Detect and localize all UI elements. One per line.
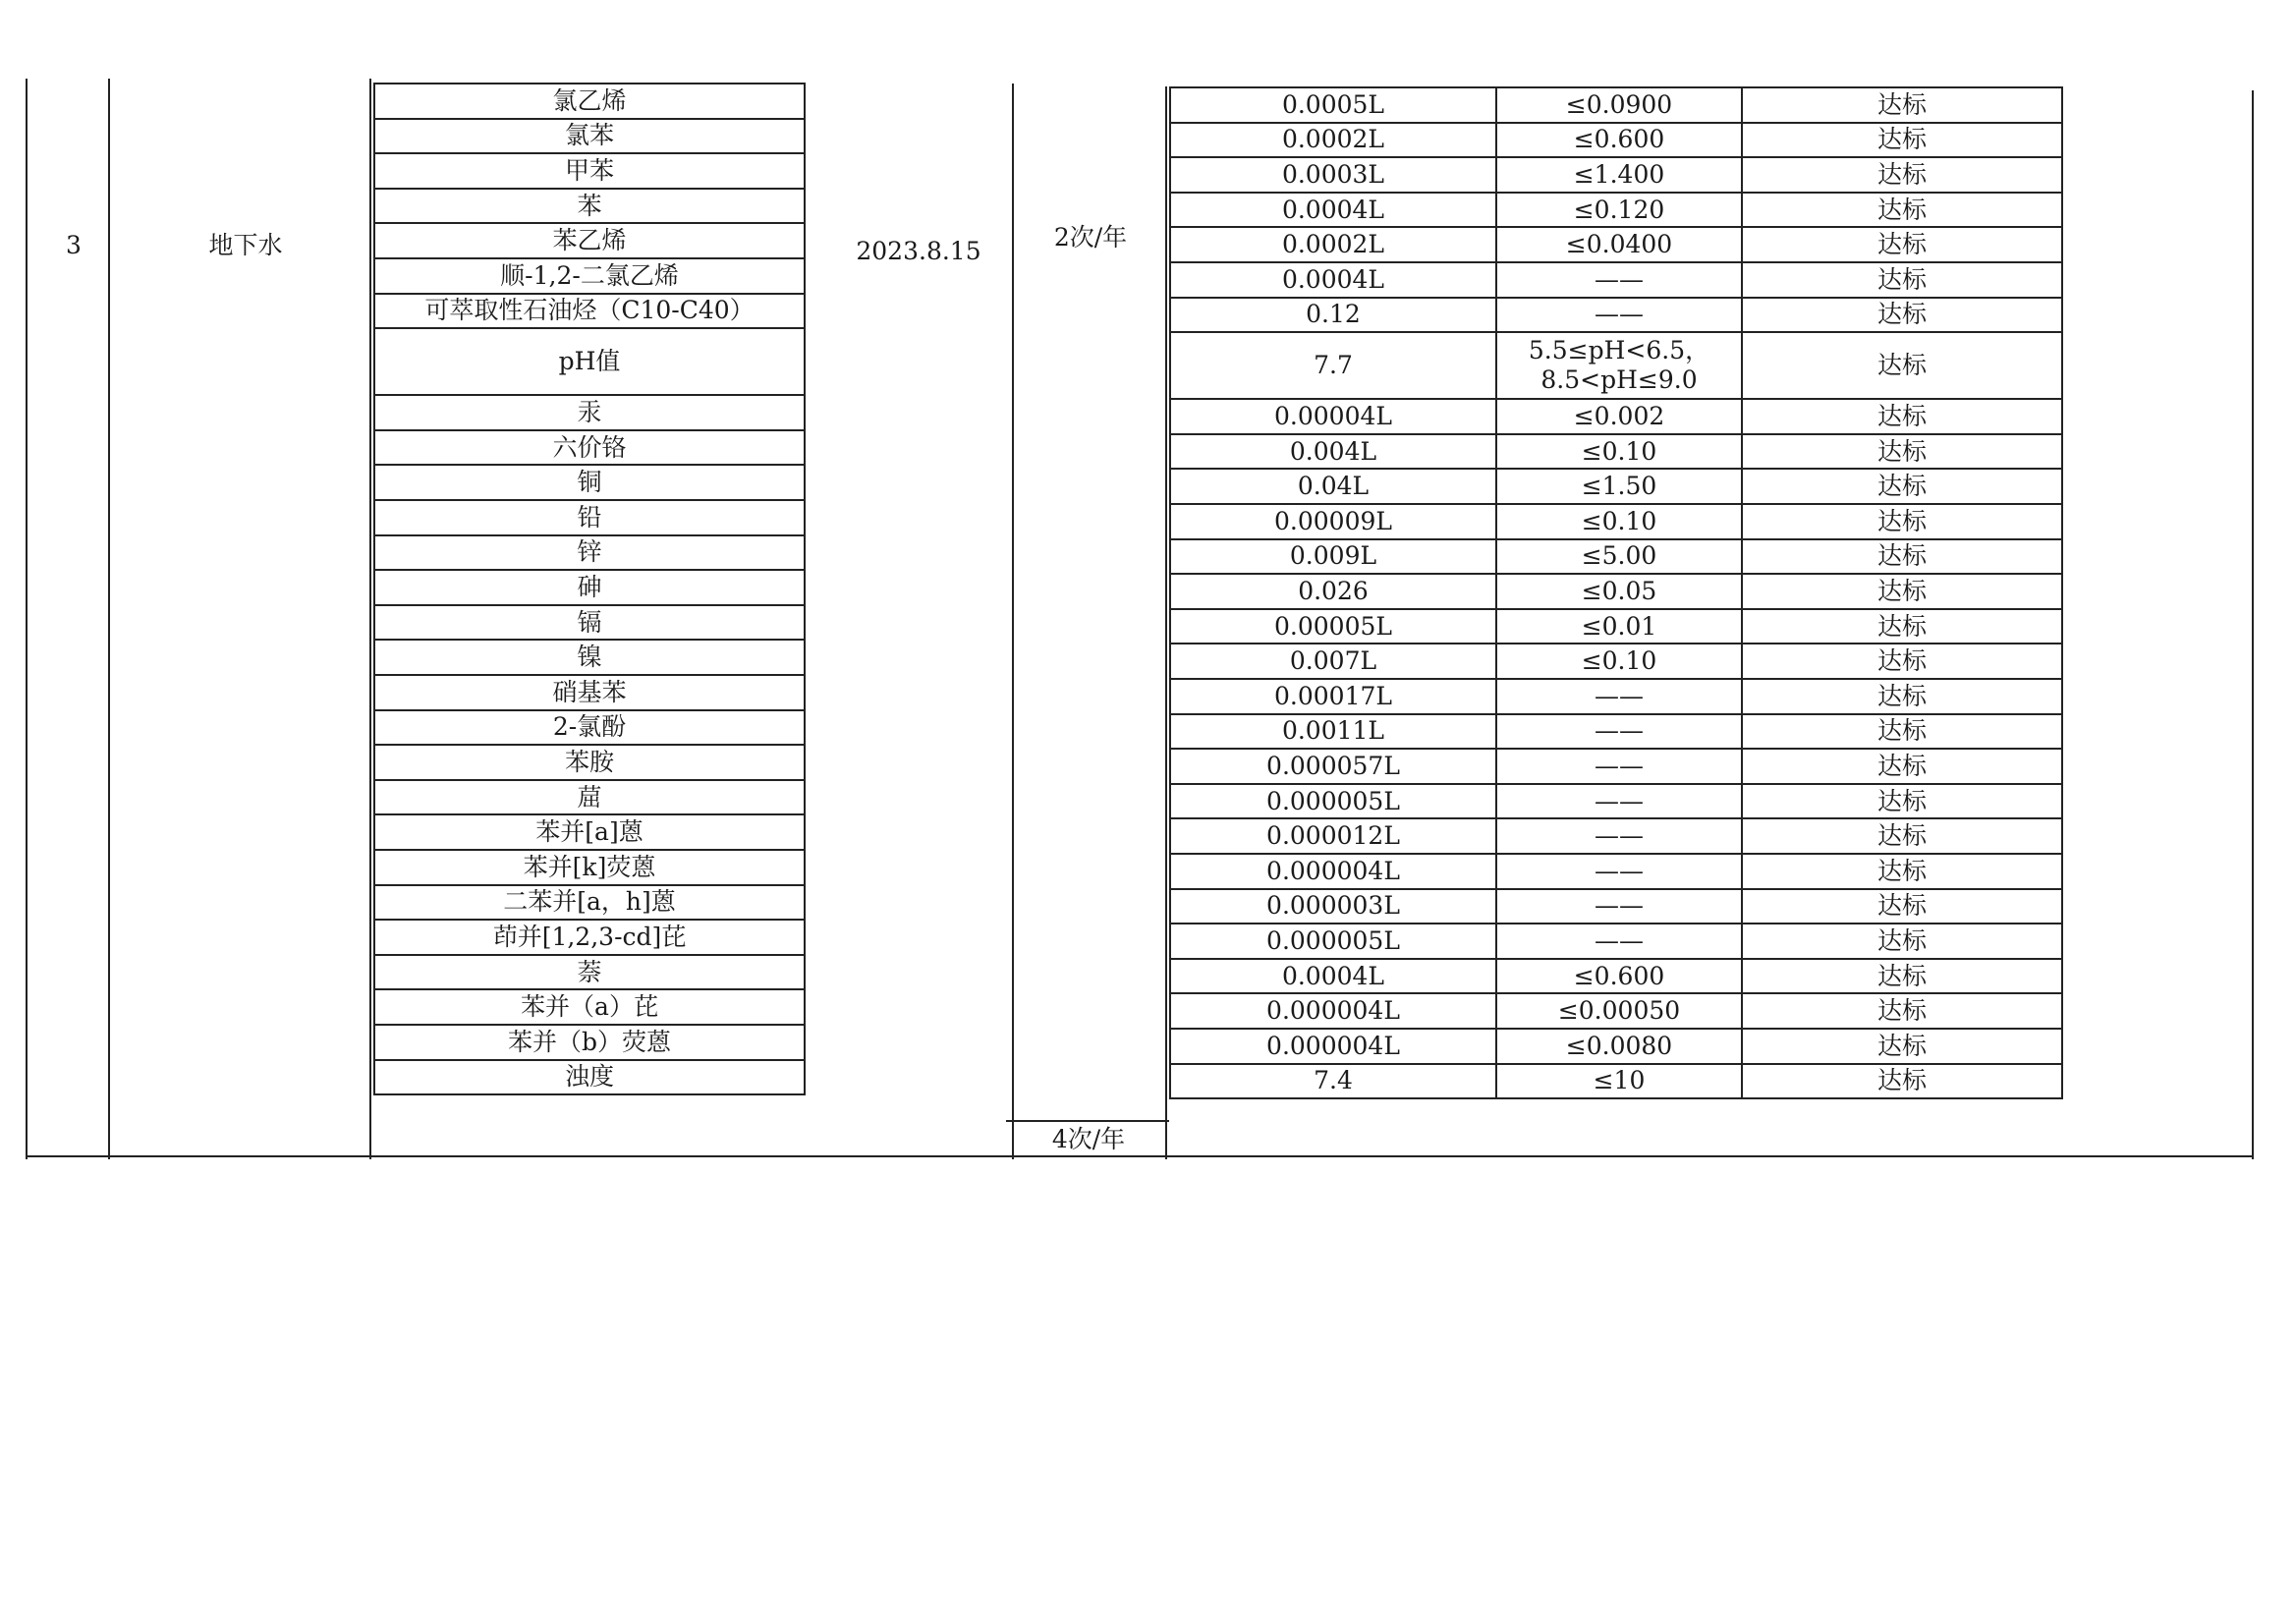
parameter-row <box>373 534 806 572</box>
measured-value: 0.12 <box>1171 299 1497 332</box>
parameter-row <box>373 988 806 1026</box>
result-row <box>1169 608 2063 645</box>
compliance-status: 达标 <box>1876 996 1927 1026</box>
index-column-divider <box>108 79 110 1159</box>
compliance-status: 达标 <box>1876 300 1927 329</box>
parameter-row <box>373 744 806 781</box>
compliance-status: 达标 <box>1876 264 1927 294</box>
standard-limit: —— <box>1497 299 1743 332</box>
parameter-name: 苯并[k]荧蒽 <box>523 852 656 881</box>
parameter-name: 苯并（a）芘 <box>521 992 658 1022</box>
measured-value: 0.000005L <box>1171 785 1497 818</box>
sampling-date: 2023.8.15 <box>856 237 981 265</box>
parameter-name: 茚并[1,2,3-cd]芘 <box>492 922 687 951</box>
standard-limit: ≤0.002 <box>1497 400 1743 433</box>
standard-limit: ≤0.10 <box>1497 435 1743 469</box>
measured-value: 0.0003L <box>1171 158 1497 192</box>
compliance-status: 达标 <box>1876 681 1927 710</box>
measured-value: 0.0004L <box>1171 960 1497 993</box>
compliance-status: 达标 <box>1876 195 1927 224</box>
compliance-status: 达标 <box>1876 716 1927 746</box>
compliance-status: 达标 <box>1876 351 1927 380</box>
compliance-status: 达标 <box>1876 125 1927 154</box>
parameter-name: 镍 <box>577 643 602 672</box>
measured-value: 0.007L <box>1171 644 1497 678</box>
parameter-name: 苯并[a]蒽 <box>535 817 644 847</box>
result-row <box>1169 748 2063 785</box>
compliance-status: 达标 <box>1876 925 1927 955</box>
measured-value: 7.4 <box>1171 1065 1497 1098</box>
compliance-status: 达标 <box>1876 89 1927 119</box>
result-row <box>1169 958 2063 995</box>
compliance-status: 达标 <box>1876 576 1927 605</box>
standard-limit: ≤1.50 <box>1497 470 1743 503</box>
standard-limit: ≤0.05 <box>1497 575 1743 608</box>
parameter-name: 顺-1,2-二氯乙烯 <box>500 260 679 290</box>
standard-limit: ≤10 <box>1497 1065 1743 1098</box>
parameter-row <box>373 222 806 259</box>
result-row <box>1169 643 2063 680</box>
parameter-name-text: 可萃取性石油烃（C10-C40） <box>424 296 755 325</box>
standard-limit: ≤0.10 <box>1497 644 1743 678</box>
parameter-name: 苯乙烯 <box>552 226 627 255</box>
parameter-name: 砷 <box>577 572 602 601</box>
result-row <box>1169 297 2063 334</box>
parameter-name: pH值 <box>558 347 621 376</box>
standard-limit: ≤5.00 <box>1497 540 1743 574</box>
compliance-status: 达标 <box>1876 401 1927 430</box>
monitoring-frequency: 2次/年 <box>1053 223 1128 252</box>
result-row <box>1169 992 2063 1030</box>
parameter-row <box>373 674 806 711</box>
result-row <box>1169 261 2063 299</box>
parameter-row <box>373 849 806 886</box>
result-row <box>1169 713 2063 751</box>
measured-value: 0.000004L <box>1171 855 1497 888</box>
standard-limit: ≤0.600 <box>1497 124 1743 157</box>
measured-value: 0.026 <box>1171 575 1497 608</box>
parameter-name: 苯胺 <box>564 747 614 776</box>
standard-limit: —— <box>1497 680 1743 713</box>
parameter-row <box>373 1024 806 1061</box>
standard-limit: —— <box>1497 855 1743 888</box>
compliance-status: 达标 <box>1876 1066 1927 1095</box>
compliance-status: 达标 <box>1876 786 1927 815</box>
standard-limit: ≤1.400 <box>1497 158 1743 192</box>
compliance-status: 达标 <box>1876 230 1927 259</box>
result-row <box>1169 817 2063 855</box>
compliance-status: 达标 <box>1876 751 1927 780</box>
measured-value: 0.0004L <box>1171 263 1497 297</box>
table-left-border <box>26 79 28 1159</box>
parameter-name <box>375 295 804 328</box>
parameter-name: 苯 <box>577 191 602 220</box>
parameter-row <box>373 118 806 155</box>
standard-limit: —— <box>1497 924 1743 958</box>
compliance-status: 达标 <box>1876 159 1927 189</box>
result-row <box>1169 923 2063 960</box>
compliance-status: 达标 <box>1876 506 1927 535</box>
parameter-name: 铅 <box>577 502 602 532</box>
standard-limit: —— <box>1497 750 1743 783</box>
result-row <box>1169 573 2063 610</box>
measured-value: 0.009L <box>1171 540 1497 574</box>
parameter-row <box>373 464 806 501</box>
result-row <box>1169 1063 2063 1100</box>
compliance-status: 达标 <box>1876 541 1927 571</box>
parameter-name: 硝基苯 <box>552 677 627 706</box>
result-row <box>1169 86 2063 124</box>
standard-limit: —— <box>1497 785 1743 818</box>
parameter-name: 锌 <box>577 537 602 567</box>
monitoring-frequency-turbidity: 4次/年 <box>1051 1125 1126 1153</box>
standard-limit: ≤0.0400 <box>1497 228 1743 261</box>
date-column-divider <box>1012 84 1014 1159</box>
measured-value: 0.004L <box>1171 435 1497 469</box>
measured-value: 0.0005L <box>1171 88 1497 122</box>
measured-value: 0.04L <box>1171 470 1497 503</box>
measured-value: 0.000004L <box>1171 994 1497 1028</box>
measured-value: 0.00004L <box>1171 400 1497 433</box>
parameter-row <box>373 1059 806 1096</box>
compliance-status: 达标 <box>1876 1031 1927 1060</box>
parameter-name: 苯并（b）荧蒽 <box>507 1027 671 1056</box>
measured-value: 0.0011L <box>1171 715 1497 749</box>
compliance-status: 达标 <box>1876 436 1927 466</box>
parameter-name: 2-氯酚 <box>552 712 627 742</box>
standard-limit: ≤0.600 <box>1497 960 1743 993</box>
parameter-name: 浊度 <box>564 1062 614 1092</box>
compliance-status: 达标 <box>1876 821 1927 851</box>
parameter-name: 䓛 <box>577 782 602 812</box>
parameter-row <box>373 709 806 747</box>
parameter-row <box>373 152 806 190</box>
compliance-status: 达标 <box>1876 646 1927 676</box>
result-row <box>1169 678 2063 715</box>
parameter-name: 铜 <box>577 468 602 497</box>
measured-value: 0.000004L <box>1171 1030 1497 1063</box>
measured-value: 0.0004L <box>1171 194 1497 227</box>
parameter-row <box>373 394 806 431</box>
parameter-row <box>373 83 806 120</box>
measured-value: 0.00009L <box>1171 505 1497 538</box>
parameter-name: 二苯并[a，h]蒽 <box>503 887 676 917</box>
result-row <box>1169 1028 2063 1065</box>
standard-limit: ≤0.10 <box>1497 505 1743 538</box>
standard-limit: ≤0.120 <box>1497 194 1743 227</box>
parameter-name: 镉 <box>577 607 602 637</box>
parameter-row <box>373 779 806 816</box>
standard-limit: —— <box>1497 819 1743 853</box>
parameter-row <box>373 293 806 330</box>
row-index: 3 <box>66 231 82 259</box>
parameter-row <box>373 919 806 956</box>
compliance-status: 达标 <box>1876 891 1927 921</box>
standard-limit: —— <box>1497 715 1743 749</box>
parameter-name: 萘 <box>577 957 602 986</box>
media-column-divider <box>369 79 371 1159</box>
parameter-row <box>373 954 806 991</box>
standard-limit: ≤0.0080 <box>1497 1030 1743 1063</box>
parameter-name: 六价铬 <box>552 432 627 462</box>
result-row <box>1169 783 2063 820</box>
parameter-row <box>373 188 806 225</box>
result-row <box>1169 433 2063 471</box>
parameter-row <box>373 569 806 606</box>
measured-value: 0.000003L <box>1171 890 1497 924</box>
standard-limit: —— <box>1497 890 1743 924</box>
parameter-row <box>373 813 806 851</box>
table-right-border <box>2252 90 2254 1159</box>
parameter-row <box>373 499 806 536</box>
parameter-row <box>373 257 806 295</box>
measured-value: 0.0002L <box>1171 124 1497 157</box>
parameter-row <box>373 884 806 922</box>
result-row <box>1169 122 2063 159</box>
parameter-row <box>373 429 806 467</box>
compliance-status: 达标 <box>1876 961 1927 990</box>
measured-value: 0.0002L <box>1171 228 1497 261</box>
measured-value: 0.00017L <box>1171 680 1497 713</box>
result-row <box>1169 398 2063 435</box>
measured-value: 0.000012L <box>1171 819 1497 853</box>
compliance-status: 达标 <box>1876 611 1927 641</box>
parameter-row <box>373 327 806 396</box>
result-row <box>1169 503 2063 540</box>
media-type: 地下水 <box>208 231 283 259</box>
parameter-row <box>373 639 806 676</box>
result-row <box>1169 192 2063 229</box>
compliance-status: 达标 <box>1876 856 1927 885</box>
parameter-name: 甲苯 <box>564 155 614 185</box>
standard-limit: ≤0.01 <box>1497 610 1743 644</box>
standard-limit: ≤0.00050 <box>1497 994 1743 1028</box>
result-row <box>1169 331 2063 400</box>
result-row <box>1169 156 2063 194</box>
parameter-name: 氯苯 <box>564 121 614 150</box>
parameter-name: 汞 <box>577 397 602 426</box>
standard-limit: ≤0.0900 <box>1497 88 1743 122</box>
measured-value: 0.000057L <box>1171 750 1497 783</box>
parameter-row <box>373 604 806 642</box>
result-row <box>1169 226 2063 263</box>
result-row <box>1169 538 2063 576</box>
result-row <box>1169 888 2063 925</box>
parameter-name: 氯乙烯 <box>552 85 627 115</box>
measured-value: 0.000005L <box>1171 924 1497 958</box>
measured-value: 7.7 <box>1171 333 1497 398</box>
freq-column-divider <box>1165 86 1167 1159</box>
result-row <box>1169 468 2063 505</box>
compliance-status: 达标 <box>1876 472 1927 501</box>
standard-limit: —— <box>1497 263 1743 297</box>
result-row <box>1169 853 2063 890</box>
standard-limit: 5.5≤pH<6.5，8.5<pH≤9.0 <box>1497 333 1743 398</box>
measured-value: 0.00005L <box>1171 610 1497 644</box>
